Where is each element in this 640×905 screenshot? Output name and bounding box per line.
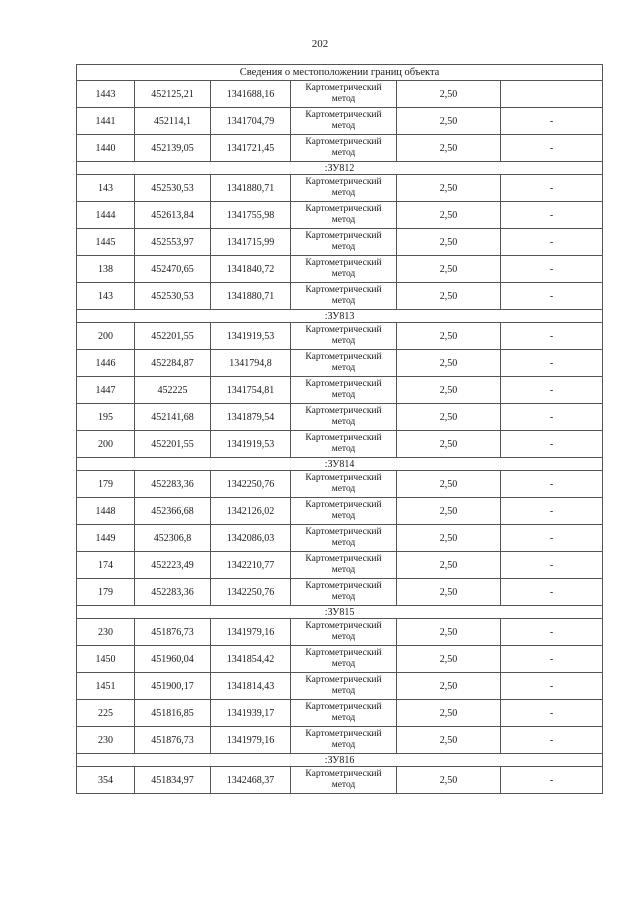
note-cell: - [501, 350, 603, 377]
accuracy-cell: 2,50 [397, 700, 501, 727]
page-number: 202 [311, 38, 329, 50]
point-cell: 1445 [77, 229, 135, 256]
accuracy-cell: 2,50 [397, 498, 501, 525]
point-cell: 1446 [77, 350, 135, 377]
y-coordinate-cell: 1341979,16 [211, 619, 291, 646]
accuracy-cell: 2,50 [397, 471, 501, 498]
method-text-line: метод [331, 538, 356, 548]
y-coordinate-cell: 1341754,81 [211, 377, 291, 404]
point-cell: 1447 [77, 377, 135, 404]
table-row [77, 350, 603, 377]
x-coordinate-cell: 452141,68 [135, 404, 211, 431]
point-cell: 200 [77, 431, 135, 458]
table-row [77, 175, 603, 202]
accuracy-cell: 2,50 [397, 256, 501, 283]
method-text-line: метод [331, 565, 356, 575]
method-cell [291, 350, 397, 377]
y-coordinate-cell: 1342086,03 [211, 525, 291, 552]
section-label: :ЗУ815 [77, 606, 603, 619]
table-row [77, 135, 603, 162]
note-cell: - [501, 283, 603, 310]
note-cell: - [501, 404, 603, 431]
method-cell [291, 175, 397, 202]
method-text-line: Картометрический [305, 204, 382, 214]
y-coordinate-cell: 1341688,16 [211, 81, 291, 108]
method-cell [291, 256, 397, 283]
method-cell [291, 767, 397, 794]
method-text-line: Картометрический [305, 433, 382, 443]
point-cell: 200 [77, 323, 135, 350]
method-cell [291, 700, 397, 727]
point-cell: 195 [77, 404, 135, 431]
method-cell [291, 283, 397, 310]
table-row [77, 202, 603, 229]
y-coordinate-cell: 1341854,42 [211, 646, 291, 673]
method-text-line: Картометрический [305, 231, 382, 241]
point-cell: 179 [77, 471, 135, 498]
point-cell: 230 [77, 727, 135, 754]
point-cell: 1448 [77, 498, 135, 525]
point-cell: 354 [77, 767, 135, 794]
y-coordinate-cell: 1341880,71 [211, 283, 291, 310]
method-text-line: метод [331, 780, 356, 790]
method-text-line: Картометрический [305, 527, 382, 537]
method-cell [291, 81, 397, 108]
section-header-row [77, 754, 603, 767]
table-row [77, 767, 603, 794]
table-row [77, 525, 603, 552]
note-cell: - [501, 175, 603, 202]
note-cell: - [501, 767, 603, 794]
x-coordinate-cell: 452366,68 [135, 498, 211, 525]
method-text-line: метод [331, 242, 356, 252]
table-row [77, 431, 603, 458]
point-cell: 1449 [77, 525, 135, 552]
point-cell: 179 [77, 579, 135, 606]
x-coordinate-cell: 451876,73 [135, 727, 211, 754]
boundary-coordinates-table [76, 64, 603, 794]
x-coordinate-cell: 452530,53 [135, 283, 211, 310]
method-text-line: Картометрический [305, 258, 382, 268]
y-coordinate-cell: 1342250,76 [211, 471, 291, 498]
note-cell: - [501, 646, 603, 673]
x-coordinate-cell: 452284,87 [135, 350, 211, 377]
point-cell: 143 [77, 283, 135, 310]
table-row [77, 579, 603, 606]
point-cell: 138 [77, 256, 135, 283]
section-header-row [77, 310, 603, 323]
method-text-line: метод [331, 417, 356, 427]
accuracy-cell: 2,50 [397, 377, 501, 404]
point-cell: 230 [77, 619, 135, 646]
y-coordinate-cell: 1341715,99 [211, 229, 291, 256]
x-coordinate-cell: 452553,97 [135, 229, 211, 256]
method-text-line: метод [331, 148, 356, 158]
accuracy-cell: 2,50 [397, 767, 501, 794]
method-text-line: метод [331, 659, 356, 669]
accuracy-cell: 2,50 [397, 229, 501, 256]
table-row [77, 404, 603, 431]
y-coordinate-cell: 1341879,54 [211, 404, 291, 431]
x-coordinate-cell: 452223,49 [135, 552, 211, 579]
accuracy-cell: 2,50 [397, 727, 501, 754]
accuracy-cell: 2,50 [397, 579, 501, 606]
x-coordinate-cell: 451876,73 [135, 619, 211, 646]
method-text-line: Картометрический [305, 177, 382, 187]
accuracy-cell: 2,50 [397, 350, 501, 377]
accuracy-cell: 2,50 [397, 108, 501, 135]
table-title-row [77, 65, 603, 81]
method-cell [291, 377, 397, 404]
table-title: Сведения о местоположении границ объекта [77, 65, 603, 81]
method-text-line: Картометрический [305, 83, 382, 93]
method-text-line: метод [331, 444, 356, 454]
y-coordinate-cell: 1342210,77 [211, 552, 291, 579]
section-header-row [77, 162, 603, 175]
accuracy-cell: 2,50 [397, 525, 501, 552]
x-coordinate-cell: 451900,17 [135, 673, 211, 700]
y-coordinate-cell: 1342250,76 [211, 579, 291, 606]
section-label: :ЗУ813 [77, 310, 603, 323]
method-text-line: Картометрический [305, 406, 382, 416]
note-cell: - [501, 431, 603, 458]
method-text-line: метод [331, 188, 356, 198]
x-coordinate-cell: 452114,1 [135, 108, 211, 135]
point-cell: 1444 [77, 202, 135, 229]
table-row [77, 673, 603, 700]
point-cell: 1451 [77, 673, 135, 700]
x-coordinate-cell: 452225 [135, 377, 211, 404]
x-coordinate-cell: 452283,36 [135, 471, 211, 498]
method-text-line: метод [331, 632, 356, 642]
method-text-line: метод [331, 713, 356, 723]
method-text-line: метод [331, 336, 356, 346]
method-cell [291, 108, 397, 135]
note-cell: - [501, 256, 603, 283]
method-cell [291, 525, 397, 552]
method-text-line: Картометрический [305, 473, 382, 483]
note-cell: - [501, 552, 603, 579]
point-cell: 1450 [77, 646, 135, 673]
y-coordinate-cell: 1341721,45 [211, 135, 291, 162]
accuracy-cell: 2,50 [397, 646, 501, 673]
x-coordinate-cell: 452613,84 [135, 202, 211, 229]
table-row [77, 552, 603, 579]
section-label: :ЗУ812 [77, 162, 603, 175]
method-text-line: Картометрический [305, 110, 382, 120]
method-cell [291, 431, 397, 458]
method-cell [291, 727, 397, 754]
method-cell [291, 471, 397, 498]
method-text-line: метод [331, 269, 356, 279]
y-coordinate-cell: 1341814,43 [211, 673, 291, 700]
table-row [77, 323, 603, 350]
x-coordinate-cell: 452530,53 [135, 175, 211, 202]
section-header-row [77, 458, 603, 471]
x-coordinate-cell: 452306,8 [135, 525, 211, 552]
accuracy-cell: 2,50 [397, 673, 501, 700]
x-coordinate-cell: 452470,65 [135, 256, 211, 283]
accuracy-cell: 2,50 [397, 619, 501, 646]
method-text-line: метод [331, 296, 356, 306]
accuracy-cell: 2,50 [397, 323, 501, 350]
note-cell [501, 81, 603, 108]
y-coordinate-cell: 1341939,17 [211, 700, 291, 727]
method-text-line: метод [331, 511, 356, 521]
note-cell: - [501, 727, 603, 754]
note-cell: - [501, 108, 603, 135]
note-cell: - [501, 525, 603, 552]
y-coordinate-cell: 1342468,37 [211, 767, 291, 794]
point-cell: 174 [77, 552, 135, 579]
method-text-line: метод [331, 740, 356, 750]
x-coordinate-cell: 451816,85 [135, 700, 211, 727]
method-text-line: Картометрический [305, 621, 382, 631]
method-text-line: Картометрический [305, 675, 382, 685]
point-cell: 143 [77, 175, 135, 202]
note-cell: - [501, 471, 603, 498]
method-text-line: метод [331, 390, 356, 400]
method-text-line: Картометрический [305, 581, 382, 591]
table-row [77, 81, 603, 108]
y-coordinate-cell: 1341979,16 [211, 727, 291, 754]
y-coordinate-cell: 1341840,72 [211, 256, 291, 283]
table-row [77, 700, 603, 727]
point-cell: 1440 [77, 135, 135, 162]
point-cell: 1443 [77, 81, 135, 108]
note-cell: - [501, 700, 603, 727]
y-coordinate-cell: 1341880,71 [211, 175, 291, 202]
table-row [77, 283, 603, 310]
accuracy-cell: 2,50 [397, 431, 501, 458]
note-cell: - [501, 579, 603, 606]
method-cell [291, 323, 397, 350]
accuracy-cell: 2,50 [397, 404, 501, 431]
point-cell: 1441 [77, 108, 135, 135]
method-cell [291, 579, 397, 606]
x-coordinate-cell: 452201,55 [135, 323, 211, 350]
table-row [77, 498, 603, 525]
method-cell [291, 229, 397, 256]
accuracy-cell: 2,50 [397, 202, 501, 229]
section-label: :ЗУ816 [77, 754, 603, 767]
method-text-line: Картометрический [305, 285, 382, 295]
table-row [77, 619, 603, 646]
method-cell [291, 646, 397, 673]
method-text-line: Картометрический [305, 769, 382, 779]
method-cell [291, 673, 397, 700]
x-coordinate-cell: 451960,04 [135, 646, 211, 673]
method-text-line: Картометрический [305, 648, 382, 658]
method-text-line: Картометрический [305, 702, 382, 712]
x-coordinate-cell: 452201,55 [135, 431, 211, 458]
y-coordinate-cell: 1341704,79 [211, 108, 291, 135]
table-row [77, 229, 603, 256]
table-body [77, 65, 603, 794]
note-cell: - [501, 229, 603, 256]
method-text-line: Картометрический [305, 352, 382, 362]
method-text-line: Картометрический [305, 137, 382, 147]
method-text-line: Картометрический [305, 500, 382, 510]
method-cell [291, 619, 397, 646]
table-row [77, 108, 603, 135]
method-cell [291, 552, 397, 579]
method-text-line: метод [331, 121, 356, 131]
y-coordinate-cell: 1341919,53 [211, 431, 291, 458]
method-cell [291, 498, 397, 525]
method-cell [291, 202, 397, 229]
accuracy-cell: 2,50 [397, 81, 501, 108]
method-text-line: Картометрический [305, 729, 382, 739]
note-cell: - [501, 323, 603, 350]
point-cell: 225 [77, 700, 135, 727]
note-cell: - [501, 673, 603, 700]
method-text-line: метод [331, 363, 356, 373]
note-cell: - [501, 619, 603, 646]
method-text-line: Картометрический [305, 325, 382, 335]
x-coordinate-cell: 452125,21 [135, 81, 211, 108]
table-row [77, 727, 603, 754]
method-text-line: метод [331, 686, 356, 696]
accuracy-cell: 2,50 [397, 283, 501, 310]
y-coordinate-cell: 1341919,53 [211, 323, 291, 350]
table-row [77, 377, 603, 404]
note-cell: - [501, 377, 603, 404]
method-text-line: Картометрический [305, 554, 382, 564]
method-text-line: метод [331, 484, 356, 494]
x-coordinate-cell: 452139,05 [135, 135, 211, 162]
y-coordinate-cell: 1341755,98 [211, 202, 291, 229]
table-row [77, 471, 603, 498]
y-coordinate-cell: 1341794,8 [211, 350, 291, 377]
accuracy-cell: 2,50 [397, 175, 501, 202]
section-header-row [77, 606, 603, 619]
note-cell: - [501, 135, 603, 162]
section-label: :ЗУ814 [77, 458, 603, 471]
method-text-line: метод [331, 94, 356, 104]
table-row [77, 256, 603, 283]
note-cell: - [501, 498, 603, 525]
method-text-line: Картометрический [305, 379, 382, 389]
accuracy-cell: 2,50 [397, 135, 501, 162]
method-cell [291, 404, 397, 431]
x-coordinate-cell: 452283,36 [135, 579, 211, 606]
method-cell [291, 135, 397, 162]
x-coordinate-cell: 451834,97 [135, 767, 211, 794]
method-text-line: метод [331, 215, 356, 225]
method-text-line: метод [331, 592, 356, 602]
note-cell: - [501, 202, 603, 229]
y-coordinate-cell: 1342126,02 [211, 498, 291, 525]
accuracy-cell: 2,50 [397, 552, 501, 579]
table-row [77, 646, 603, 673]
